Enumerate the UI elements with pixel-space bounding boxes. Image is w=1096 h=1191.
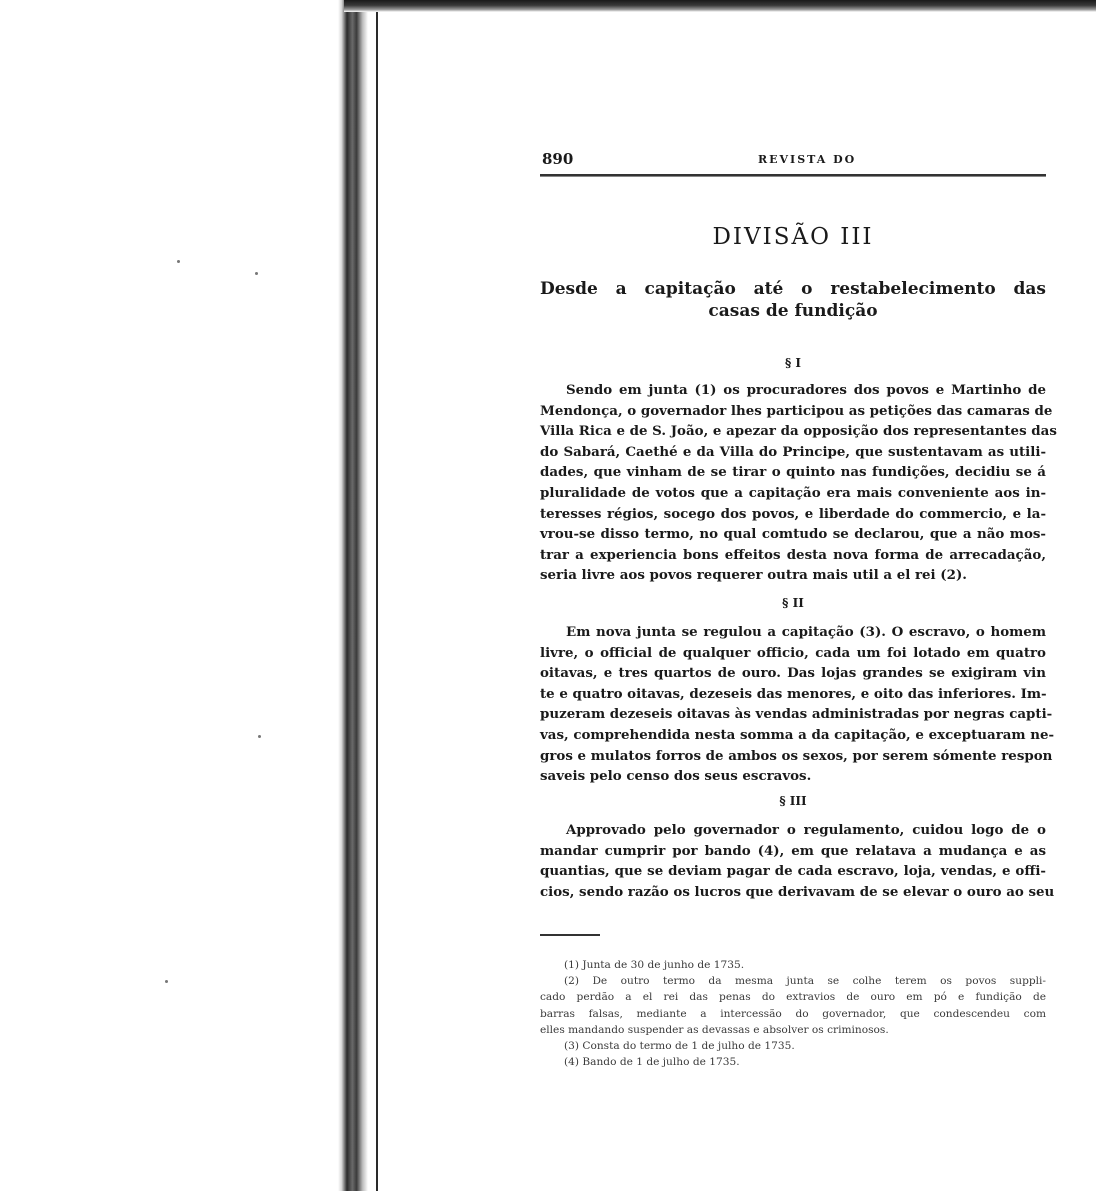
- paragraph: [540, 380, 1057, 586]
- page-number: 890: [542, 150, 574, 168]
- footnote-line: (2) De outro termo da mesma junta se colhe terem os povos suppli-: [564, 975, 1046, 988]
- section-mark: § I: [784, 356, 802, 370]
- paper-speck: [258, 735, 261, 738]
- footnote-line: (3) Consta do termo de 1 de julho de 1735.: [564, 1040, 795, 1053]
- paper-speck: [165, 980, 168, 983]
- text-line: livre, o official de qualquer officio, cada um foi lotado em quatro: [540, 644, 1046, 661]
- section-mark: § II: [782, 596, 804, 610]
- text-line: pluralidade de votos que a capitação era mais conveniente aos in-: [540, 484, 1046, 501]
- footnote-rule: [540, 934, 600, 936]
- text-line: Mendonça, o governador lhes participou as petições das camaras de: [540, 402, 1053, 419]
- page-gutter-line: [376, 0, 378, 1191]
- book-spine-shadow: [338, 0, 368, 1191]
- paper-speck: [177, 260, 180, 263]
- footnote-line: (4) Bando de 1 de julho de 1735.: [564, 1056, 740, 1069]
- text-line: vrou-se disso termo, no qual comtudo se declarou, que a não mos-: [540, 526, 1046, 543]
- text-line: quantias, que se deviam pagar de cada escravo, loja, vendas, e offi-: [540, 863, 1046, 880]
- text-line: gros e mulatos forros de ambos os sexos, por serem sómente respon: [540, 747, 1053, 764]
- text-line: teresses régios, socego dos povos, e liberdade do commercio, e la-: [540, 505, 1046, 522]
- footnotes: [540, 957, 1046, 1070]
- text-line: trar a experiencia bons effeitos desta nova forma de arrecadação,: [540, 546, 1046, 563]
- text-line: te e quatro oitavas, dezeseis das menores, e oito das inferiores. Im-: [540, 685, 1047, 702]
- text-line: do Sabará, Caethé e da Villa do Principe, que sustentavam as utili-: [540, 443, 1046, 460]
- text-line: Em nova junta se regulou a capitação (3). O escravo, o homem: [566, 624, 1046, 640]
- text-line: oitavas, e tres quartos de ouro. Das lojas grandes se exigiram vin: [540, 665, 1046, 682]
- section-heading: [540, 278, 1046, 322]
- header-rule: [540, 174, 1046, 177]
- footnote-line: barras falsas, mediante a intercessão do governador, que condescendeu com: [540, 1007, 1046, 1020]
- page-top-edge: [344, 0, 1096, 12]
- text-line: Villa Rica e de S. João, e apezar da opposição dos representantes das: [540, 423, 1057, 440]
- text-line: saveis pelo censo dos seus escravos.: [540, 768, 812, 785]
- text-line: dades, que vinham de se tirar o quinto nas fundições, decidiu se á: [540, 464, 1046, 481]
- section-heading-line: Desde a capitação até o restabelecimento das: [540, 279, 1046, 299]
- footnote-line: (1) Junta de 30 de junho de 1735.: [564, 959, 745, 971]
- text-line: Sendo em junta (1) os procuradores dos povos e Martinho de: [566, 382, 1046, 398]
- paper-speck: [255, 272, 258, 275]
- text-line: puzeram dezeseis oitavas às vendas administradas por negras capti-: [540, 706, 1053, 723]
- journal-title: REVISTA DO: [758, 153, 857, 166]
- footnote-line: cado perdão a el rei das penas do extravios de ouro em pó e fundição de: [540, 991, 1046, 1004]
- text-line: seria livre aos povos requerer outra mais util a el rei (2).: [540, 567, 967, 584]
- footnote-line: elles mandando suspender as devassas e absolver os criminosos.: [540, 1023, 889, 1036]
- text-line: cios, sendo razão os lucros que derivavam de se elevar o ouro ao seu: [540, 883, 1055, 900]
- running-head: [540, 150, 1046, 172]
- section-heading-line: casas de fundição: [708, 301, 878, 321]
- text-line: vas, comprehendida nesta somma a da capitação, e exceptuaram ne-: [540, 726, 1055, 743]
- paragraph: [540, 820, 1055, 902]
- text-line: mandar cumprir por bando (4), em que relatava a mudança e as: [540, 842, 1046, 859]
- paragraph: [540, 622, 1055, 787]
- section-mark: § III: [779, 794, 807, 808]
- text-line: Approvado pelo governador o regulamento, cuidou logo de o: [566, 822, 1046, 838]
- division-title: DIVISÃO III: [712, 224, 874, 250]
